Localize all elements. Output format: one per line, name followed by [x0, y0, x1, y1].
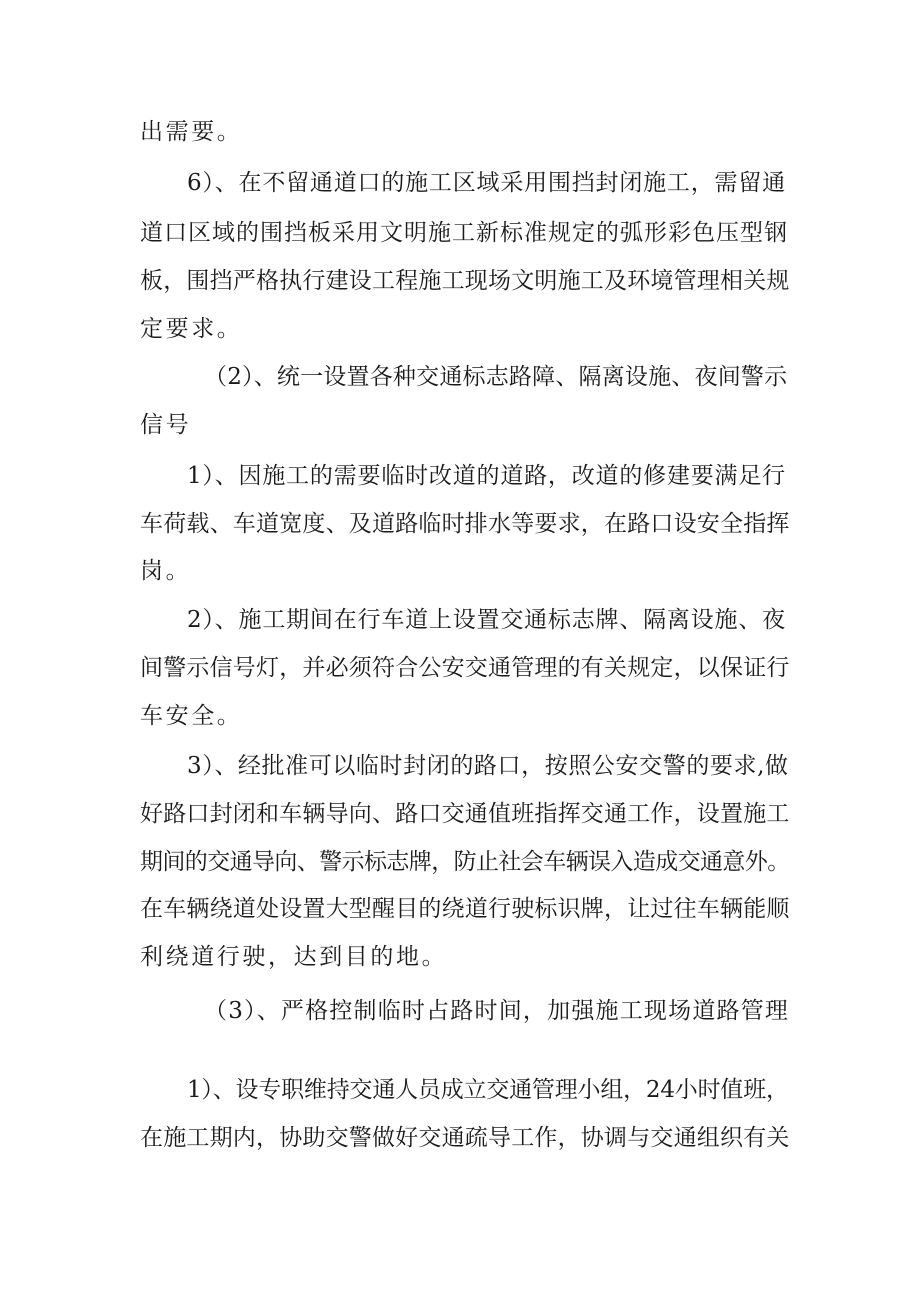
text-line-8: 1）、因施工的需要临时改道的道路，改道的修建要满足行 [187, 463, 786, 489]
text-line-7: 信号 [140, 412, 192, 438]
text-line-13: 车安全。 [140, 703, 243, 729]
text-line-6: （2）、统一设置各种交通标志路障、隔离设施、夜间警示 [204, 364, 788, 390]
text-line-15: 好路口封闭和车辆导向、路口交通值班指挥交通工作，设置施工 [140, 801, 790, 827]
text-line-20: 1）、设专职维持交通人员成立交通管理小组，24小时值班， [187, 1077, 789, 1103]
text-line-19: （3）、严格控制临时占路时间，加强施工现场道路管理 [204, 998, 790, 1024]
text-line-10: 岗。 [140, 558, 192, 584]
text-line-3: 道口区域的围挡板采用文明施工新标准规定的弧形彩色压型钢 [140, 220, 788, 246]
text-line-12: 间警示信号灯，并必须符合公安交通管理的有关规定，以保证行 [140, 655, 790, 681]
text-line-2: 6）、在不留通道口的施工区域采用围挡封闭施工，需留通 [187, 170, 786, 196]
text-line-14: 3）、经批准可以临时封闭的路口，按照公安交警的要求,做 [187, 753, 789, 779]
text-line-5: 定要求。 [140, 316, 243, 342]
text-line-4: 板，围挡严格执行建设工程施工现场文明施工及环境管理相关规 [140, 268, 790, 294]
text-line-18: 利绕道行驶，达到目的地。 [140, 944, 448, 970]
text-line-1: 出需要。 [140, 119, 243, 145]
text-line-9: 车荷载、车道宽度、及道路临时排水等要求，在路口设安全指挥 [140, 511, 790, 537]
text-line-16: 期间的交通导向、警示标志牌，防止社会车辆误入造成交通意外。 [140, 849, 790, 875]
text-line-21: 在施工期内，协助交警做好交通疏导工作，协调与交通组织有关 [140, 1125, 790, 1151]
text-line-17: 在车辆绕道处设置大型醒目的绕道行驶标识牌，让过往车辆能顺 [140, 896, 790, 922]
text-line-11: 2）、施工期间在行车道上设置交通标志牌、隔离设施、夜 [187, 607, 786, 633]
